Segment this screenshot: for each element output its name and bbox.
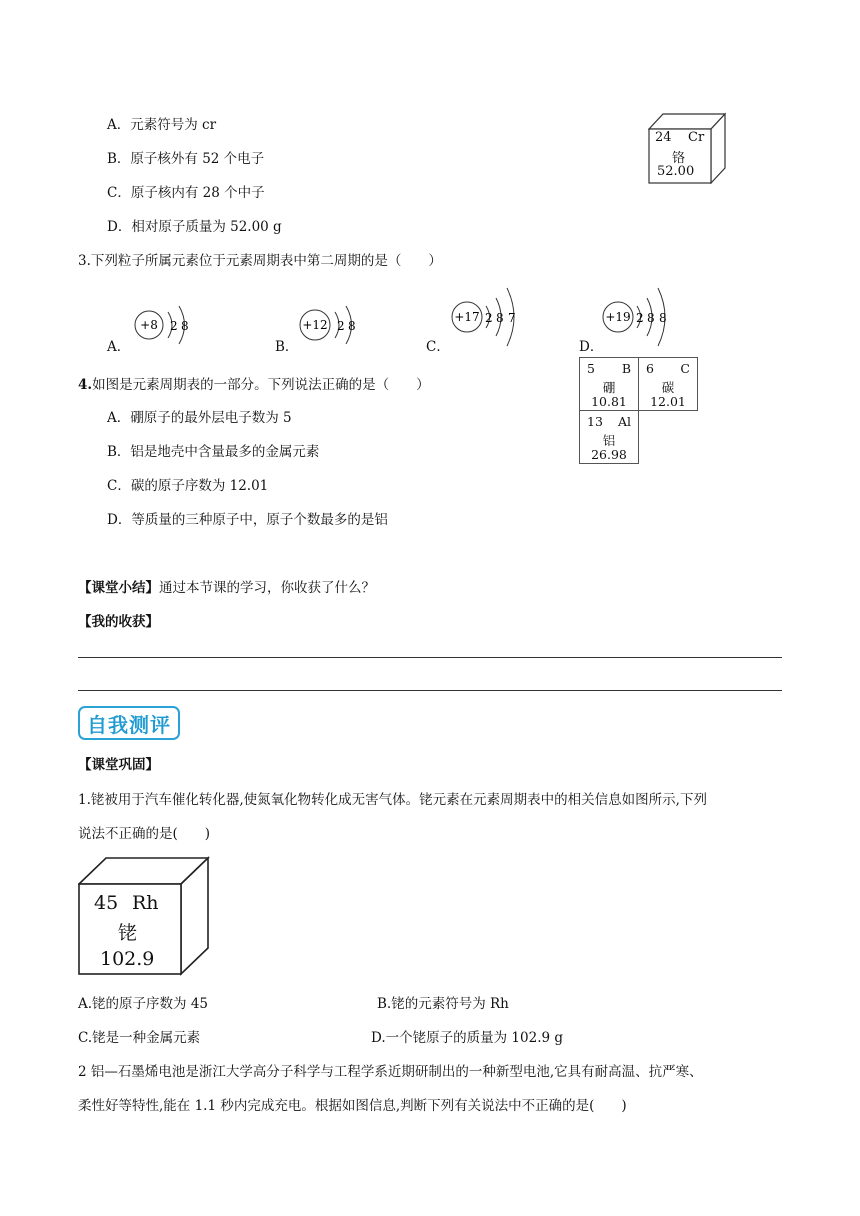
class-summary [78, 576, 375, 596]
self-test-badge-label: 自我测评 [87, 712, 171, 737]
cr-mass: 52.00 [657, 164, 695, 179]
atomic-number: 6 [646, 361, 654, 376]
atom-diagram-d [600, 282, 680, 354]
atom-diagram-c [448, 282, 528, 354]
q3-option-d-letter: D． [579, 339, 604, 355]
element-cell-aluminum [580, 411, 639, 464]
my-harvest-heading: 【我的收获】 [78, 614, 159, 630]
answer-line-2 [78, 690, 782, 691]
cr-symbol: Cr [688, 130, 705, 145]
nucleus-charge: +19 [605, 310, 631, 324]
summary-heading: 【课堂小结】 [78, 580, 159, 596]
element-symbol: C [680, 361, 690, 376]
nucleus-charge: +12 [302, 318, 328, 332]
cr-name: 铬 [672, 151, 686, 166]
shell-3-count: 7 [508, 311, 516, 325]
atom-diagram-a [130, 296, 200, 354]
atomic-mass: 26.98 [591, 447, 627, 462]
shell-1-count: 2 [636, 311, 644, 325]
periodic-table-fragment [579, 357, 698, 464]
rh-atomic-number: 45 [94, 892, 119, 914]
q2-option-a: A．元素符号为 cr [107, 117, 217, 133]
q3-option-b-letter: B． [275, 339, 299, 355]
rh-mass: 102.9 [100, 948, 155, 970]
element-cell-boron [580, 358, 639, 411]
q4-option-c: C．碳的原子序数为 12.01 [107, 478, 269, 494]
empty-cell [639, 411, 698, 464]
answer-line-1 [78, 657, 782, 658]
q3-option-c-letter: C． [426, 339, 450, 355]
q3-stem: 3.下列粒子所属元素位于元素周期表中第二周期的是（ ） [78, 253, 442, 269]
atomic-mass: 12.01 [650, 394, 686, 409]
q1-option-a: A.铑的原子序数为 45 [78, 996, 209, 1012]
shell-2-count: 8 [496, 311, 504, 325]
q1-stem-line2: 说法不正确的是( ) [78, 826, 211, 842]
q1-option-d: D.一个铑原子的质量为 102.9 g [371, 1030, 564, 1046]
rh-symbol: Rh [132, 892, 159, 914]
q2-option-d: D．相对原子质量为 52.00 g [107, 219, 282, 235]
element-symbol: B [621, 361, 631, 376]
shell-1-count: 2 [337, 319, 345, 333]
shell-3-count: 8 [659, 311, 667, 325]
atomic-mass: 10.81 [591, 394, 627, 409]
nucleus-charge: +17 [454, 310, 480, 324]
q2-option-b: B．原子核外有 52 个电子 [107, 151, 265, 167]
q1-stem-line1: 1.铑被用于汽车催化转化器,使氮氧化物转化成无害气体。铑元素在元素周期表中的相关信息如图所示,下列 [78, 792, 707, 808]
q4-option-a: A．硼原子的最外层电子数为 5 [107, 410, 292, 426]
summary-prompt: 通过本节课的学习，你收获了什么？ [159, 580, 375, 596]
q4-stem [78, 373, 430, 393]
q1-option-b: B.铑的元素符号为 Rh [377, 996, 509, 1012]
q2-option-c: C．原子核内有 28 个中子 [107, 185, 265, 201]
self-test-badge [78, 706, 180, 740]
q4-number: 4. [78, 377, 93, 393]
q3-option-a-letter: A． [107, 339, 131, 355]
element-name: 硼 [602, 380, 616, 395]
shell-1-count: 2 [170, 319, 178, 333]
q4-stem-text: 如图是元素周期表的一部分。下列说法正确的是（ ） [92, 377, 430, 393]
shell-2-count: 8 [181, 319, 189, 333]
rhodium-element-tile [78, 856, 210, 976]
element-symbol: Al [617, 414, 631, 429]
atomic-number: 5 [587, 361, 595, 376]
q4-option-b: B．铝是地壳中含量最多的金属元素 [107, 444, 320, 460]
q2-stem-line2: 柔性好等特性,能在 1.1 秒内完成充电。根据如图信息,判断下列有关说法中不正确的是( ) [78, 1098, 627, 1114]
element-cell-carbon [639, 358, 698, 411]
shell-1-count: 2 [485, 311, 493, 325]
consolidation-heading: 【课堂巩固】 [78, 757, 159, 773]
atom-diagram-b [296, 296, 368, 354]
chromium-element-tile [648, 112, 726, 184]
element-name: 碳 [661, 380, 675, 395]
q2-stem-line1: 2 铝—石墨烯电池是浙江大学高分子科学与工程学系近期研制出的一种新型电池,它具有耐高温、抗严寒、 [78, 1064, 703, 1080]
atomic-number: 13 [587, 414, 603, 429]
shell-2-count: 8 [348, 319, 356, 333]
element-name: 铝 [602, 433, 616, 448]
nucleus-charge: +8 [140, 318, 158, 332]
shell-2-count: 8 [647, 311, 655, 325]
q1-option-c: C.铑是一种金属元素 [78, 1030, 201, 1046]
rh-name: 铑 [118, 922, 138, 944]
cr-atomic-number: 24 [655, 130, 672, 145]
q4-option-d: D．等质量的三种原子中，原子个数最多的是铝 [107, 512, 388, 528]
